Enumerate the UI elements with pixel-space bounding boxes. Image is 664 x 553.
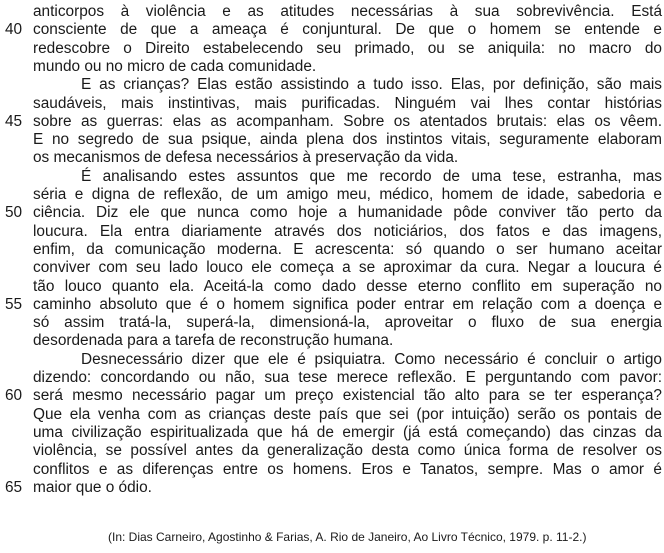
- line-number: 60: [5, 387, 23, 405]
- text-line: saudáveis, mais instintivas, mais purificadas. Ninguém vai lhes contar histórias: [33, 94, 662, 112]
- text-line: séria e digna de reflexão, de um amigo meu, médico, homem de idade, sabedoria e: [33, 186, 662, 203]
- line-number: 65: [5, 478, 23, 496]
- text-line: só assim tratá-la, superá-la, dimensioná-la, aproveitar o fluxo de sua energia: [33, 314, 662, 332]
- text-line: dizendo: concordando ou não, sua tese merece reflexão. E perguntando com pavor:: [33, 369, 662, 386]
- text-line: E as crianças? Elas estão assistindo a tudo isso. Elas, por definição, são mais: [81, 76, 662, 94]
- text-line: loucura. Ela entra diariamente através dos noticiários, dos fatos e das imagens,: [33, 222, 662, 240]
- text-line: mundo ou no micro de cada comunidade.: [33, 57, 317, 75]
- text-line: É analisando estes assuntos que me recordo de uma tese, estranha, mas: [81, 167, 662, 185]
- line-number: 45: [5, 112, 23, 130]
- text-line: ciência. Diz ele que nunca como hoje a humanidade pôde conviver tão perto da: [33, 204, 662, 222]
- text-line: consciente de que a ameaça é conjuntural. De que o homem se entende e: [33, 21, 662, 39]
- line-number: 40: [5, 21, 23, 39]
- citation: (In: Dias Carneiro, Agostinho & Farias, A. Rio de Janeiro, Ao Livro Técnico, 1979. p. 11-2.): [108, 530, 587, 544]
- text-line: enfim, da comunicação moderna. E acrescenta: só quando o ser humano aceitar: [33, 240, 662, 258]
- text-line: caminho absoluto que é o homem significa poder entrar em relação com a doença e: [33, 295, 662, 313]
- text-line: desordenada para a tarefa de reconstrução humana.: [33, 332, 394, 350]
- text-line: será mesmo necessário pagar um preço existencial tão alto para se ter esperança?: [33, 387, 662, 405]
- line-number: 50: [5, 204, 23, 222]
- text-line: anticorpos à violência e as atitudes necessárias à sua sobrevivência. Está: [33, 3, 662, 20]
- text-line: os mecanismos de defesa necessários à preservação da vida.: [33, 149, 459, 167]
- text-line: uma civilização espiritualizada que há de emergir (já está começando) das cinzas da: [33, 423, 662, 441]
- text-line: Que ela venha com as crianças deste país que sei (por intuição) serão os pontais de: [33, 405, 662, 423]
- text-line: conflitos e as diferenças entre os homens. Eros e Tanatos, sempre. Mas o amor é: [33, 460, 662, 478]
- line-number: 55: [5, 295, 23, 313]
- text-line: E no segredo de sua psique, ainda plena dos instintos vitais, seguramente elaboram: [33, 131, 662, 149]
- text-line: conviver com seu lado louco ele começa a se aproximar da cura. Negar a loucura é: [33, 259, 662, 277]
- text-line: redescobre o Direito estabelecendo seu primado, ou se aniquila: no macro do: [33, 39, 662, 57]
- text-line: sobre as guerras: elas as acompanham. Sobre os atentados brutais: elas os vêem.: [33, 112, 662, 130]
- text-line: maior que o ódio.: [33, 478, 152, 496]
- text-line: tão louco quanto ela. Aceitá-la como dado desse eterno conflito em superação no: [33, 277, 662, 295]
- text-line: Desnecessário dizer que ele é psiquiatra. Como necessário é concluir o artigo: [81, 350, 662, 368]
- text-line: violência, se possível antes da generalização desta como única forma de resolver os: [33, 442, 662, 460]
